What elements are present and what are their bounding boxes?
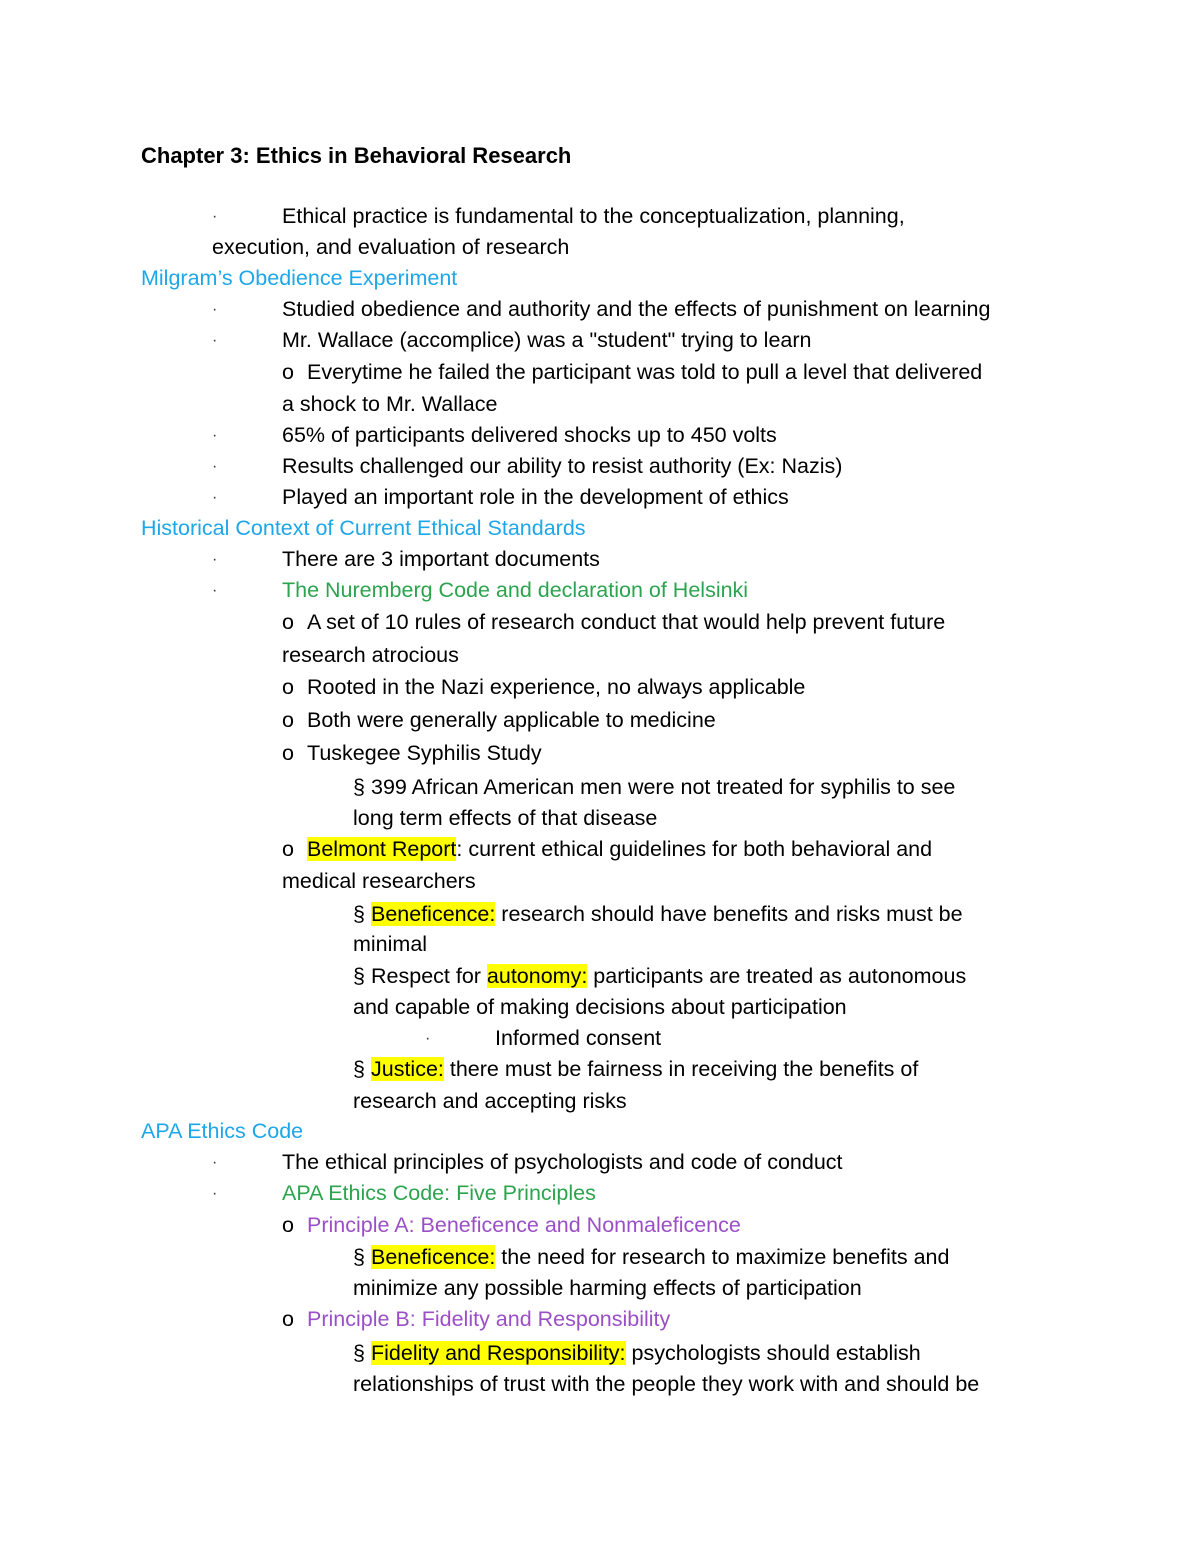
list-item: There are 3 important documents (282, 547, 600, 571)
definition-text: the need for research to maximize benefits and (495, 1245, 950, 1269)
list-item-cont: research and accepting risks (353, 1089, 627, 1113)
section-heading-milgram: Milgram’s Obedience Experiment (141, 266, 458, 290)
list-item: Mr. Wallace (accomplice) was a "student" trying to learn (282, 328, 812, 352)
bullet-dot: · (212, 458, 218, 475)
bullet-dot: · (212, 208, 218, 225)
bullet-dot: · (212, 582, 218, 599)
list-item-cont: relationships of trust with the people they work with and should be (353, 1372, 980, 1396)
list-item: Both were generally applicable to medicine (307, 708, 716, 732)
circle-marker: o (282, 610, 294, 634)
bullet-dot: · (212, 551, 218, 568)
subheading-five-principles: APA Ethics Code: Five Principles (282, 1181, 596, 1205)
list-item-cont: and capable of making decisions about participation (353, 995, 847, 1019)
list-item: Everytime he failed the participant was told to pull a level that delivered (307, 360, 983, 384)
section-marker: § (353, 1057, 365, 1081)
list-item: Tuskegee Syphilis Study (307, 741, 542, 765)
section-marker: § (353, 964, 365, 988)
bullet-dot: · (212, 1154, 218, 1171)
list-item: Rooted in the Nazi experience, no always applicable (307, 675, 806, 699)
list-item: Studied obedience and authority and the effects of punishment on learning (282, 297, 991, 321)
list-item: A set of 10 rules of research conduct that would help prevent future (307, 610, 946, 634)
list-item-beneficence (371, 901, 963, 927)
list-item: Played an important role in the development of ethics (282, 485, 789, 509)
section-heading-apa: APA Ethics Code (141, 1119, 304, 1143)
highlight-term: Belmont Report (307, 837, 457, 861)
circle-marker: o (282, 675, 294, 699)
highlight-term: Beneficence: (371, 902, 496, 926)
bullet-dot: · (212, 1185, 218, 1202)
list-item: 65% of participants delivered shocks up to 450 volts (282, 423, 777, 447)
list-item-cont: long term effects of that disease (353, 806, 658, 830)
section-marker: § (353, 1341, 365, 1365)
page-title: Chapter 3: Ethics in Behavioral Research (141, 143, 572, 168)
bullet-dot: · (212, 332, 218, 349)
list-item-cont: a shock to Mr. Wallace (282, 392, 498, 416)
list-item: Informed consent (495, 1026, 662, 1050)
highlight-term: autonomy: (486, 964, 588, 988)
list-item-belmont (307, 836, 932, 862)
list-item-autonomy (371, 963, 966, 989)
bullet-dot: · (212, 489, 218, 506)
list-item-cont: minimize any possible harming effects of participation (353, 1276, 862, 1300)
principle-a-heading: Principle A: Beneficence and Nonmaleficence (307, 1213, 741, 1237)
circle-marker: o (282, 741, 294, 765)
bullet-dot: · (212, 427, 218, 444)
highlight-term: Justice: (371, 1057, 444, 1081)
definition-text: there must be fairness in receiving the benefits of (443, 1057, 919, 1081)
list-item-cont: research atrocious (282, 643, 459, 667)
list-item-cont: medical researchers (282, 869, 476, 893)
highlight-term: Fidelity and Responsibility: (371, 1341, 626, 1365)
circle-marker: o (282, 1213, 294, 1237)
prefix-text: Respect for (371, 964, 487, 988)
definition-text: : current ethical guidelines for both behavioral and (456, 837, 933, 861)
section-marker: § (353, 902, 365, 926)
bullet-dot: · (425, 1030, 431, 1047)
subheading-nuremberg: The Nuremberg Code and declaration of Helsinki (282, 578, 749, 602)
list-item-pb (371, 1340, 921, 1366)
principle-b-heading: Principle B: Fidelity and Responsibility (307, 1307, 671, 1331)
circle-marker: o (282, 360, 294, 384)
circle-marker: o (282, 837, 294, 861)
list-item-pa (371, 1244, 949, 1270)
bullet-dot: · (212, 301, 218, 318)
list-item: Results challenged our ability to resist authority (Ex: Nazis) (282, 454, 843, 478)
intro-line: Ethical practice is fundamental to the conceptualization, planning, (282, 204, 905, 228)
section-heading-historical: Historical Context of Current Ethical Standards (141, 516, 586, 540)
intro-line-cont: execution, and evaluation of research (212, 235, 570, 259)
highlight-term: Beneficence: (371, 1245, 496, 1269)
list-item: 399 African American men were not treated for syphilis to see (371, 775, 956, 799)
definition-text: psychologists should establish (625, 1341, 921, 1365)
section-marker: § (353, 1245, 365, 1269)
circle-marker: o (282, 708, 294, 732)
list-item-cont: minimal (353, 932, 428, 956)
definition-text: participants are treated as autonomous (587, 964, 967, 988)
definition-text: research should have benefits and risks must be (495, 902, 963, 926)
list-item: The ethical principles of psychologists and code of conduct (282, 1150, 843, 1174)
list-item-justice (371, 1056, 918, 1082)
section-marker: § (353, 775, 365, 799)
circle-marker: o (282, 1307, 294, 1331)
